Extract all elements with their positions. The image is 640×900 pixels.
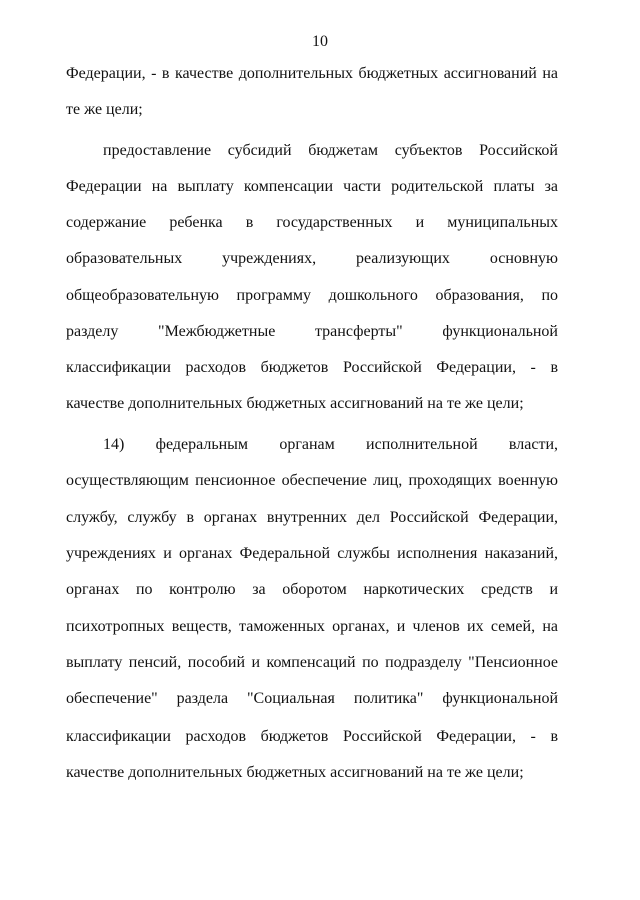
text-line: содержание ребенка в государственных и муниципальных xyxy=(66,214,558,231)
text-line: классификации расходов бюджетов Российской Федерации, - в xyxy=(66,728,558,745)
text-line: службу, службу в органах внутренних дел Российской Федерации, xyxy=(66,509,558,526)
text-line: осуществляющим пенсионное обеспечение лиц, проходящих военную xyxy=(66,472,558,489)
text-line: обеспечение" раздела "Социальная политика" функциональной xyxy=(66,690,558,707)
text-line: Федерации на выплату компенсации части родительской платы за xyxy=(66,178,558,195)
text-line: образовательных учреждениях, реализующих основную xyxy=(66,250,558,267)
text-line: общеобразовательную программу дошкольного образования, по xyxy=(66,287,558,304)
text-line: предоставление субсидий бюджетам субъектов Российской xyxy=(103,142,558,159)
text-line: органах по контролю за оборотом наркотических средств и xyxy=(66,581,558,598)
text-line: 14) федеральным органам исполнительной власти, xyxy=(103,436,558,453)
text-line: качестве дополнительных бюджетных ассигнований на те же цели; xyxy=(66,395,524,412)
text-line: классификации расходов бюджетов Российской Федерации, - в xyxy=(66,359,558,376)
text-line: психотропных веществ, таможенных органах, и членов их семей, на xyxy=(66,618,558,635)
text-line: те же цели; xyxy=(66,101,143,118)
text-line: разделу "Межбюджетные трансферты" функциональной xyxy=(66,323,558,340)
text-line: Федерации, - в качестве дополнительных бюджетных ассигнований на xyxy=(66,65,558,82)
text-line: учреждениях и органах Федеральной службы исполнения наказаний, xyxy=(66,545,558,562)
text-line: выплату пенсий, пособий и компенсаций по подразделу "Пенсионное xyxy=(66,654,558,671)
page-number: 10 xyxy=(312,33,328,50)
text-line: качестве дополнительных бюджетных ассигнований на те же цели; xyxy=(66,764,524,781)
